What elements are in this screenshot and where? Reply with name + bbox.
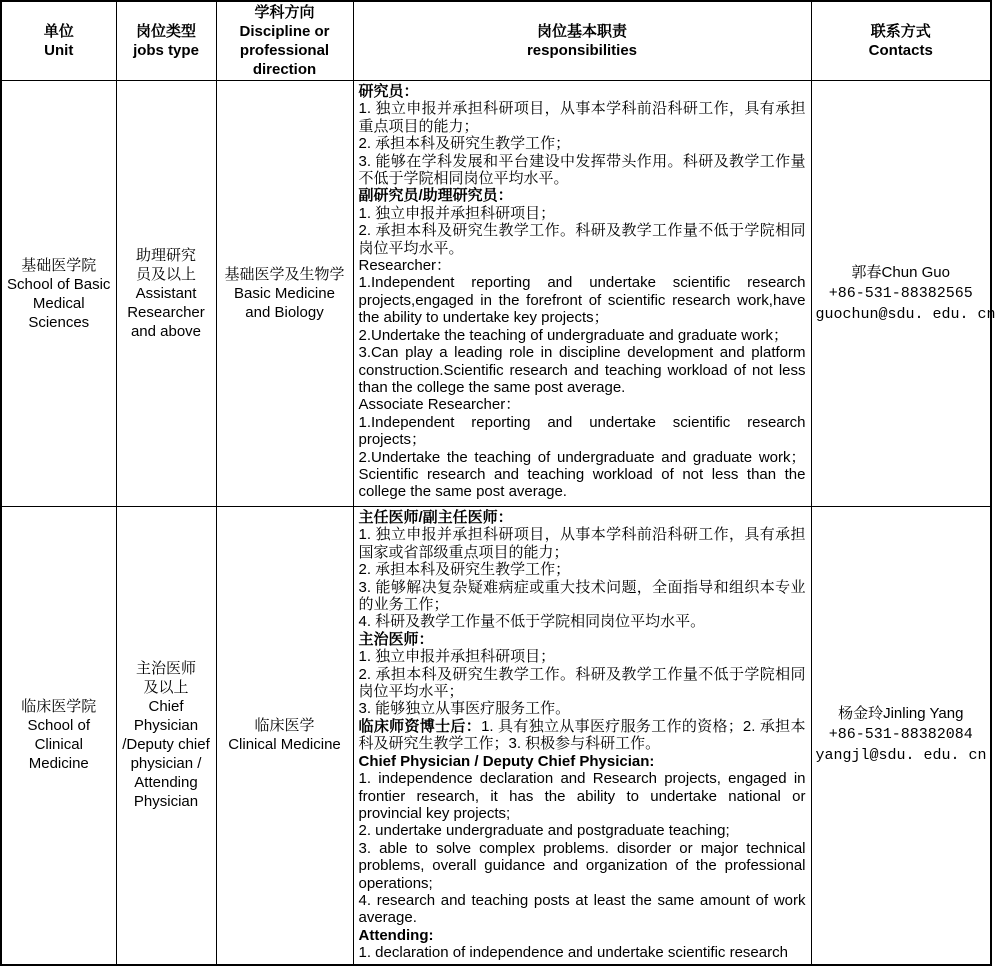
header-responsibilities-en: responsibilities xyxy=(526,42,638,59)
header-discipline xyxy=(216,1,353,81)
header-responsibilities-zh: 岗位基本职责 xyxy=(536,23,627,40)
responsibility-line: 临床师资博士后：1. 具有独立从事医疗服务工作的资格；2. 承担本科及研究生教学工作；3. 积极参与科研工作。 xyxy=(358,717,806,753)
responsibility-line: 4. 科研及教学工作量不低于学院相同岗位平均水平。 xyxy=(358,613,706,631)
responsibility-line: Associate Researcher： xyxy=(358,396,521,414)
responsibility-line: Researcher： xyxy=(358,257,452,275)
header-jobs-type-zh: 岗位类型 xyxy=(135,23,196,40)
header-contacts-zh: 联系方式 xyxy=(870,23,931,40)
header-discipline-zh: 学科方向 xyxy=(254,4,315,21)
responsibility-line: 1. 独立申报并承担科研项目； xyxy=(358,204,556,222)
discipline-en: Clinical Medicine xyxy=(228,736,341,754)
contact-email: yangjl@sdu. edu. cn xyxy=(815,747,987,765)
responsibility-line: Attending: xyxy=(358,926,434,944)
responsibility-line: 1. 独立申报并承担科研项目； xyxy=(358,648,556,666)
responsibility-line: 1. declaration of independence and undertake scientific research xyxy=(358,944,788,962)
jobs-type-cell-clinical xyxy=(116,507,216,965)
discipline-zh: 临床医学 xyxy=(254,717,315,735)
discipline-en: Basic Medicine and Biology xyxy=(234,285,335,321)
responsibility-line: 2.Undertake the teaching of undergraduate and graduate work； Scientific research and teaching workload of not less than the college the same post average. xyxy=(358,448,806,501)
responsibility-line: 2. 承担本科及研究生教学工作； xyxy=(358,561,571,579)
responsibility-line: 2. 承担本科及研究生教学工作； xyxy=(358,135,571,153)
unit-zh: 基础医学院 xyxy=(21,256,97,274)
responsibility-line: 3. able to solve complex problems. disorder or major technical problems, overall guidance and organization of the professional operations; xyxy=(358,839,806,892)
responsibility-line: 2. 承担本科及研究生教学工作。科研及教学工作量不低于学院相同岗位平均水平。 xyxy=(358,222,806,257)
responsibility-line: 3. 能够在学科发展和平台建设中发挥带头作用。科研及教学工作量不低于学院相同岗位平均水平。 xyxy=(358,152,806,188)
header-contacts xyxy=(811,1,991,81)
unit-en: School of Clinical Medicine xyxy=(27,717,91,773)
header-unit-zh: 单位 xyxy=(43,23,74,40)
responsibility-line: 副研究员/助理研究员： xyxy=(358,187,513,205)
header-jobs-type-en: jobs type xyxy=(133,42,199,59)
unit-en: School of Basic Medical Sciences xyxy=(7,275,111,331)
contact-phone: +86-531-88382565 xyxy=(828,284,973,302)
responsibility-line: 1. 独立申报并承担科研项目，从事本学科前沿科研工作，具有承担重点项目的能力； xyxy=(358,100,806,135)
responsibility-line: 3. 能够独立从事医疗服务工作。 xyxy=(358,700,571,718)
responsibilities-cell-clinical xyxy=(353,507,811,965)
jobs-type-zh: 主治医师及以上 xyxy=(135,660,196,697)
discipline-cell-clinical xyxy=(216,507,353,965)
header-row xyxy=(1,1,991,81)
header-contacts-en: Contacts xyxy=(868,42,933,59)
jobs-type-en: Assistant Researcher and above xyxy=(127,285,205,340)
table-row-basic-medical xyxy=(1,81,991,507)
contact-cell-basic-medical xyxy=(811,81,996,507)
contact-name: 杨金玲Jinling Yang xyxy=(838,705,964,723)
jobs-type-cell-basic-medical xyxy=(116,81,216,507)
responsibility-line: 2. undertake undergraduate and postgraduate teaching; xyxy=(358,822,730,840)
responsibility-line: 4. research and teaching posts at least the same amount of work average. xyxy=(358,891,806,927)
header-unit xyxy=(1,1,116,81)
unit-zh: 临床医学院 xyxy=(21,698,97,716)
responsibility-line: 研究员： xyxy=(358,83,419,100)
responsibility-line: 1.Independent reporting and undertake scientific research projects,engaged in the forefront of scientific research work,have the ability to undertake key projects； xyxy=(358,274,806,327)
responsibility-line: 1. independence declaration and Research projects, engaged in frontier research, it has the ability to undertake national or provincial key projects; xyxy=(358,770,806,822)
responsibility-line: 3. 能够解决复杂疑难病症或重大技术问题，全面指导和组织本专业的业务工作； xyxy=(358,578,806,614)
jobs-type-en: Chief Physician /Deputy chief physician / Attending Physician xyxy=(122,698,210,811)
discipline-zh: 基础医学及生物学 xyxy=(224,266,345,283)
table-row-clinical-medicine xyxy=(1,507,991,965)
header-unit-en: Unit xyxy=(44,42,74,59)
header-responsibilities xyxy=(353,1,811,81)
contact-phone: +86-531-88382084 xyxy=(828,726,973,744)
responsibility-line: Chief Physician / Deputy Chief Physician: xyxy=(358,752,655,770)
responsibility-line: 2. 承担本科及研究生教学工作。科研及教学工作量不低于学院相同岗位平均水平； xyxy=(358,665,806,701)
responsibility-line: 3.Can play a leading role in discipline development and platform construction.Scientific research and teaching workload of not less than the college the same post average. xyxy=(358,344,806,396)
contact-cell-clinical xyxy=(811,507,991,965)
jobs-type-zh: 助理研究员及以上 xyxy=(135,247,196,283)
responsibilities-cell-basic-medical xyxy=(353,81,811,507)
responsibility-line: 主治医师： xyxy=(358,630,434,648)
discipline-cell-basic-medical xyxy=(216,81,353,507)
unit-cell-clinical xyxy=(1,507,116,965)
responsibility-line: 主任医师/副主任医师： xyxy=(358,509,513,526)
responsibility-line: 1. 独立申报并承担科研项目，从事本学科前沿科研工作，具有承担国家或省部级重点项目的能力； xyxy=(358,526,806,561)
unit-cell-basic-medical xyxy=(1,81,116,507)
contact-email: guochun@sdu. edu. cn xyxy=(815,305,996,323)
header-discipline-en: Discipline or professional direction xyxy=(239,23,330,78)
responsibility-line: 2.Undertake the teaching of undergraduate and graduate work； xyxy=(358,326,788,344)
header-jobs-type xyxy=(116,1,216,81)
responsibility-line: 1.Independent reporting and undertake scientific research projects； xyxy=(358,413,806,449)
contact-name: 郭春Chun Guo xyxy=(851,263,950,281)
